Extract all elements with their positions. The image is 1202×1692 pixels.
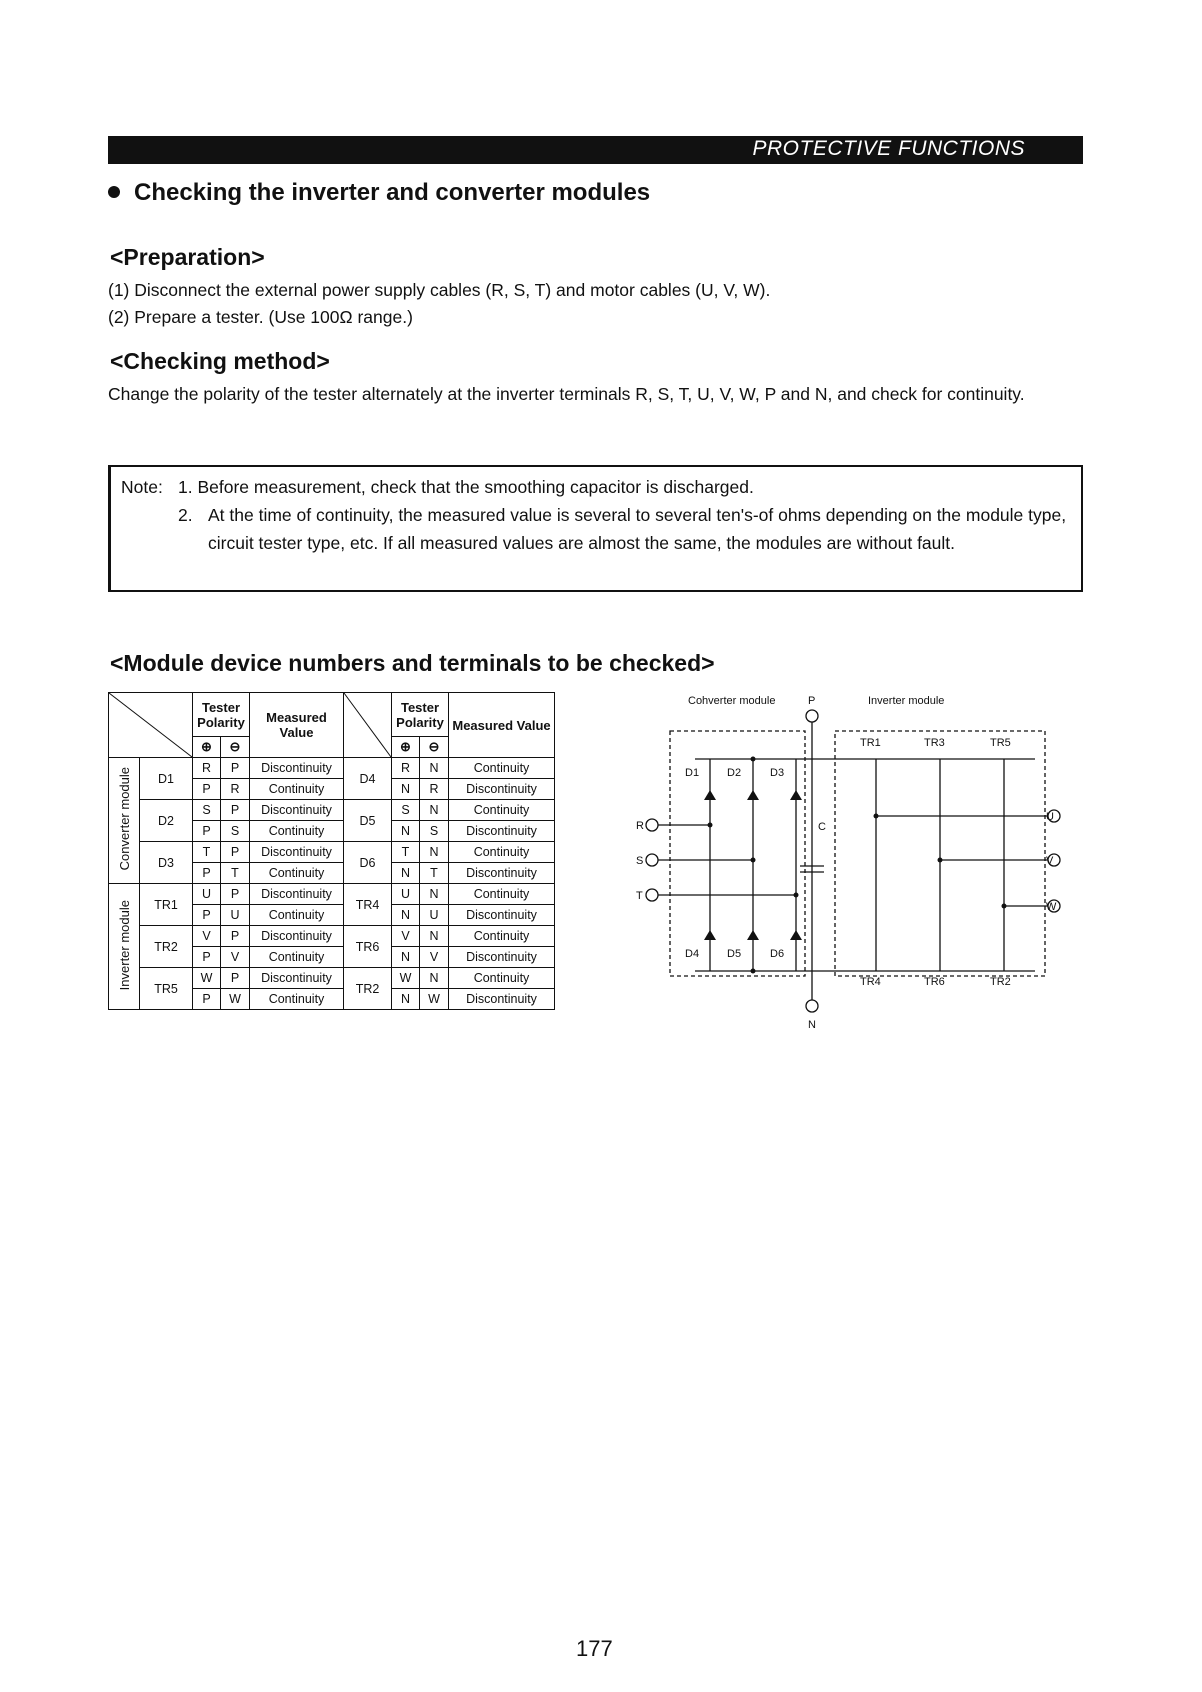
plus-icon-right: ⊕ [392,737,420,758]
plus-terminal-cell: N [392,863,420,884]
tester-polarity-header-left: Tester Polarity [193,693,250,737]
device-cell: D2 [140,800,193,842]
preparation-heading: <Preparation> [110,244,265,270]
measured-value-cell: Discontinuity [250,884,344,905]
page-title-text: Checking the inverter and converter modules [134,179,651,206]
plus-terminal-cell: N [392,947,420,968]
measured-value-cell: Discontinuity [449,779,555,800]
measured-value-cell: Discontinuity [449,989,555,1010]
measured-value-cell: Discontinuity [250,800,344,821]
plus-terminal-cell: N [392,989,420,1010]
group-cell [109,758,140,884]
diagram-r-label: R [636,820,644,832]
minus-terminal-cell: N [420,926,449,947]
device-cell: D3 [140,842,193,884]
note-label: Note: [121,477,163,497]
diagram-d1-label: D1 [685,767,700,779]
device-cell: TR2 [140,926,193,968]
minus-terminal-cell: N [420,842,449,863]
minus-terminal-cell: P [221,968,250,989]
table-row [109,884,555,905]
plus-terminal-cell: V [392,926,420,947]
measured-value-header-left: Measured Value [250,693,344,758]
section-title: PROTECTIVE FUNCTIONS [752,137,1025,160]
checking-text: Change the polarity of the tester alternately at the inverter terminals R, S, T, U, V, W, P and N, and check for continuity. [108,384,1025,404]
minus-terminal-cell: T [221,863,250,884]
plus-terminal-cell: U [193,884,221,905]
check-table-body [109,758,555,1010]
measured-value-cell: Continuity [449,758,555,779]
minus-icon: ⊖ [221,737,250,758]
note-item-2-text: At the time of continuity, the measured value is several to several ten's-of ohms depending on the module type, circuit tester type, etc. If all measured values are almost the same, the modules are without fault. [208,505,1067,553]
diagram-converter-label: Cohverter module [688,695,776,707]
measured-value-cell: Continuity [250,779,344,800]
device-cell: D6 [344,842,392,884]
diagram-tr3-label: TR3 [924,737,945,749]
page-number: 177 [576,1636,613,1661]
plus-terminal-cell: P [193,821,221,842]
measured-value-cell: Discontinuity [250,842,344,863]
measured-value-cell: Discontinuity [250,758,344,779]
diagonal-line [109,693,192,757]
diagram-u-label: U [1046,811,1054,823]
section-header-bar [108,136,1083,164]
note-item-1: 1. Before measurement, check that the smoothing capacitor is discharged. [178,477,754,497]
minus-terminal-cell: S [420,821,449,842]
minus-terminal-cell: V [221,947,250,968]
module-circuit-diagram [636,690,1060,1031]
minus-terminal-cell: S [221,821,250,842]
table-row [109,926,555,947]
diagram-t-label: T [636,890,643,902]
note-item-2 [178,501,1068,557]
measured-value-cell: Discontinuity [250,926,344,947]
table-row [109,968,555,989]
diagram-d3-label: D3 [770,767,785,779]
plus-terminal-cell: W [193,968,221,989]
measured-value-cell: Continuity [250,947,344,968]
corner-cell [109,693,193,758]
measured-value-header-right: Measured Value [449,693,555,758]
table-row [109,758,555,779]
device-cell: TR4 [344,884,392,926]
note-box [108,465,1083,592]
diagram-inverter-label: Inverter module [868,695,945,707]
plus-icon: ⊕ [193,737,221,758]
diagram-p-label: P [808,695,816,707]
diagram-c-label: C [818,821,826,833]
minus-terminal-cell: P [221,758,250,779]
plus-terminal-cell: T [392,842,420,863]
diagram-d4-label: D4 [685,948,700,960]
diagram-tr6-label: TR6 [924,976,945,988]
minus-terminal-cell: P [221,842,250,863]
minus-terminal-cell: N [420,758,449,779]
group-converter-label: Converter module [116,767,132,871]
table-row [109,800,555,821]
measured-value-cell: Discontinuity [449,821,555,842]
measured-value-cell: Discontinuity [449,905,555,926]
minus-terminal-cell: V [420,947,449,968]
minus-terminal-cell: W [221,989,250,1010]
plus-terminal-cell: W [392,968,420,989]
measured-value-cell: Continuity [449,800,555,821]
module-heading: <Module device numbers and terminals to be checked> [110,650,715,676]
measured-value-cell: Continuity [449,842,555,863]
diagram-w-label: W [1046,901,1057,913]
diagram-d2-label: D2 [727,767,742,779]
device-cell: D1 [140,758,193,800]
plus-terminal-cell: T [193,842,221,863]
diagram-d6-label: D6 [770,948,785,960]
minus-terminal-cell: P [221,800,250,821]
minus-terminal-cell: N [420,884,449,905]
plus-terminal-cell: P [193,863,221,884]
page-title [108,179,650,207]
minus-terminal-cell: U [420,905,449,926]
minus-terminal-cell: N [420,800,449,821]
diagram-v-label: V [1046,855,1054,867]
table-row [109,842,555,863]
plus-terminal-cell: P [193,779,221,800]
measured-value-cell: Continuity [250,821,344,842]
group-cell [109,884,140,1010]
note-item-2-num: 2. [178,505,193,525]
checking-heading: <Checking method> [110,348,330,374]
corner-cell-2 [344,693,392,758]
device-cell: D5 [344,800,392,842]
plus-terminal-cell: P [193,989,221,1010]
device-cell: TR5 [140,968,193,1010]
measured-value-cell: Continuity [449,926,555,947]
diagram-tr1-label: TR1 [860,737,881,749]
diagram-n-label: N [808,1019,816,1031]
measured-value-cell: Continuity [250,989,344,1010]
device-cell: TR2 [344,968,392,1010]
minus-terminal-cell: U [221,905,250,926]
minus-terminal-cell: P [221,884,250,905]
measured-value-cell: Discontinuity [250,968,344,989]
measured-value-cell: Continuity [250,863,344,884]
measured-value-cell: Continuity [449,968,555,989]
device-cell: D4 [344,758,392,800]
minus-terminal-cell: R [221,779,250,800]
device-cell: TR1 [140,884,193,926]
diagram-d5-label: D5 [727,948,742,960]
minus-icon-right: ⊖ [420,737,449,758]
plus-terminal-cell: N [392,779,420,800]
plus-terminal-cell: P [193,905,221,926]
diagram-s-label: S [636,855,644,867]
plus-terminal-cell: R [392,758,420,779]
diagram-tr5-label: TR5 [990,737,1011,749]
minus-terminal-cell: W [420,989,449,1010]
measured-value-cell: Discontinuity [449,947,555,968]
plus-terminal-cell: N [392,821,420,842]
plus-terminal-cell: S [392,800,420,821]
device-cell: TR6 [344,926,392,968]
diagram-tr4-label: TR4 [860,976,881,988]
plus-terminal-cell: R [193,758,221,779]
preparation-item-2: (2) Prepare a tester. (Use 100Ω range.) [108,307,413,327]
minus-terminal-cell: T [420,863,449,884]
minus-terminal-cell: N [420,968,449,989]
check-table [108,692,555,1010]
measured-value-cell: Continuity [250,905,344,926]
minus-terminal-cell: P [221,926,250,947]
plus-terminal-cell: P [193,947,221,968]
plus-terminal-cell: S [193,800,221,821]
measured-value-cell: Continuity [449,884,555,905]
plus-terminal-cell: N [392,905,420,926]
measured-value-cell: Discontinuity [449,863,555,884]
diagonal-line-2 [344,693,391,757]
preparation-item-1: (1) Disconnect the external power supply cables (R, S, T) and motor cables (U, V, W). [108,280,771,300]
diagram-tr2-label: TR2 [990,976,1011,988]
plus-terminal-cell: U [392,884,420,905]
minus-terminal-cell: R [420,779,449,800]
tester-polarity-header-right: Tester Polarity [392,693,449,737]
group-inverter-label: Inverter module [116,899,132,991]
bullet-icon [108,186,120,198]
plus-terminal-cell: V [193,926,221,947]
